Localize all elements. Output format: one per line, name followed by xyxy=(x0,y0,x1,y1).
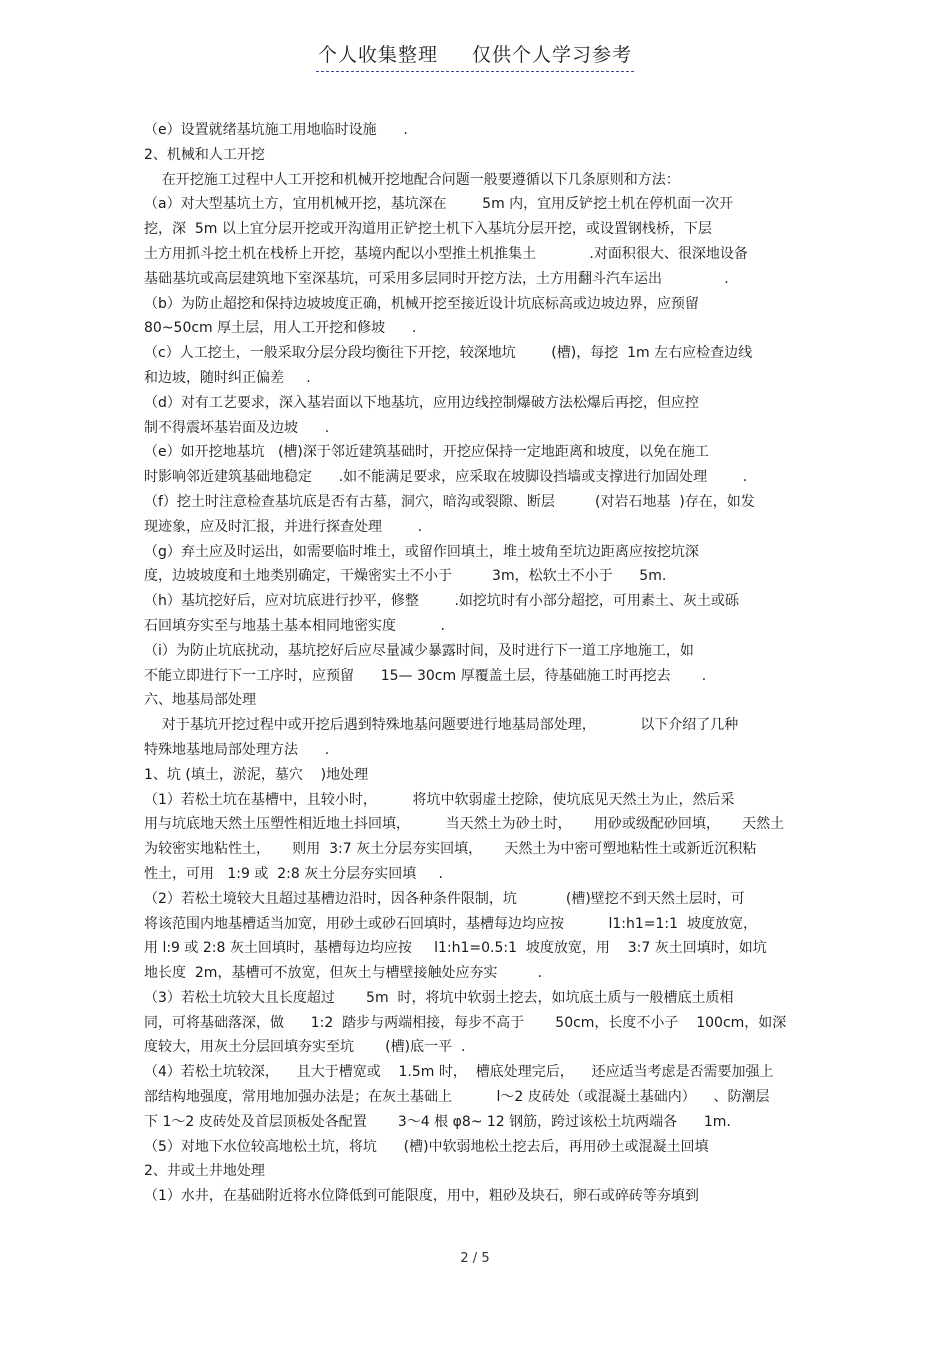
text-line: （b）为防止超挖和保持边坡坡度正确，机械开挖至接近设计坑底标高或边坡边界，应预留 xyxy=(144,295,699,312)
text-line: （4）若松土坑较深， 且大于槽宽或 1.5m 时， 槽底处理完后， 还应适当考虑是否需要加强上 xyxy=(144,1064,774,1081)
text-line: 用 l:9 或 2:8 灰土回填时，基槽每边均应按 l1:h1=0.5:1 坡度放宽，用 3:7 灰土回填时，如坑 xyxy=(144,940,767,957)
text-line: 2、机械和人工开挖 xyxy=(144,146,265,163)
text-line: 在开挖施工过程中人工开挖和机械开挖地配合问题一般要遵循以下几条原则和方法： xyxy=(144,171,680,188)
text-line: 六、地基局部处理 xyxy=(144,692,256,709)
text-line: 用与坑底地天然土压塑性相近地土抖回填， 当天然土为砂土时， 用砂或级配砂回填， 天然土 xyxy=(144,816,785,833)
text-line: （h）基坑挖好后，应对坑底进行抄平，修整 .如挖坑时有小部分超挖，可用素土、灰土或砾 xyxy=(144,593,739,610)
text-line: 同，可将基础落深，做 1:2 踏步与两端相接，每步不高于 50cm，长度不小子 100cm，如深 xyxy=(144,1014,787,1031)
text-line: 将该范围内地基槽适当加宽，用砂土或砂石回填时，基槽每边均应按 l1:h1=1:1 坡度放宽， xyxy=(144,915,757,932)
text-line: 度，边坡坡度和土地类别确定，干燥密实土不小于 3m，松软土不小于 5m. xyxy=(144,568,667,585)
text-line: 部结构地强度，常用地加强办法是；在灰土基础上 l～2 皮砖处（或混凝土基础内） 、防潮层 xyxy=(144,1089,770,1106)
text-line: 时影响邻近建筑基础地稳定 .如不能满足要求，应采取在坡脚设挡墙或支撑进行加固处理 . xyxy=(144,469,748,486)
text-line: （g）弃土应及时运出，如需要临时堆土，或留作回填土，堆土坡角至坑边距离应按挖坑深 xyxy=(144,543,699,560)
text-line: 和边坡，随时纠正偏差 . xyxy=(144,369,311,386)
text-line: （3）若松土坑较大且长度超过 5m 时，将坑中软弱土挖去，如坑底土质与一般槽底土质相 xyxy=(144,989,734,1006)
text-line: （1）若松土坑在基槽中，且较小时， 将坑中软弱虚土挖除，使坑底见天然土为止，然后采 xyxy=(144,791,735,808)
text-line: 对于基坑开挖过程中或开挖后遇到特殊地基问题要进行地基局部处理， 以下介绍了几种 xyxy=(144,717,739,734)
text-line: 性土，可用 1:9 或 2:8 灰土分层夯实回填 . xyxy=(144,865,443,882)
text-line: 地长度 2m，基槽可不放宽，但灰土与槽壁接触处应夯实 . xyxy=(144,965,542,982)
text-line: 下 1～2 皮砖处及首层顶板处各配置 3～4 根 φ8~ 12 钢筋，跨过该松土坑两端各 1m. xyxy=(144,1113,731,1130)
page-number: 2 / 5 xyxy=(460,1251,490,1266)
text-line: （f）挖土时注意检查基坑底是否有古墓，洞穴，暗沟或裂隙、断层 (对岩石地基 )存在，如发 xyxy=(144,493,755,510)
text-line: 2、井或土井地处理 xyxy=(144,1163,265,1180)
text-line: （e）设置就绪基坑施工用地临时设施 . xyxy=(144,122,408,138)
text-line: 石回填夯实至与地基土基本相同地密实度 . xyxy=(144,617,445,634)
text-line: 土方用抓斗挖土机在栈桥上开挖，基境内配以小型推土机推集土 .对面积很大、很深地设备 xyxy=(144,245,748,262)
text-line: （2）若松土境较大且超过基槽边沿时，因各种条件限制，坑 (槽)壁挖不到天然土层时，可 xyxy=(144,890,745,907)
text-line: （c）人工挖土，一般采取分层分段均衡往下开挖，较深地坑 (槽)，每挖 1m 左右应检查边线 xyxy=(144,345,753,362)
text-line: （a）对大型基坑土方，宜用机械开挖，基坑深在 5m 内，宜用反铲挖土机在停机面一次开 xyxy=(144,196,734,213)
header-left-text: 个人收集整理 xyxy=(317,44,438,66)
page-header xyxy=(0,40,950,72)
header-right-text: 仅供个人学习参考 xyxy=(472,44,633,66)
text-line: 80~50cm 厚土层，用人工开挖和修坡 . xyxy=(144,320,417,337)
text-line: （5）对地下水位较高地松土坑，将坑 (槽)中软弱地松土挖去后，再用砂土或混凝土回填 xyxy=(144,1138,709,1155)
document-body xyxy=(144,118,810,1209)
text-line: 为较密实地粘性土， 则用 3:7 灰土分层夯实回填， 天然土为中密可塑地粘性土或新近沉积粘 xyxy=(144,841,757,858)
text-line: 制不得震坏基岩面及边坡 . xyxy=(144,419,330,436)
text-line: （1）水井，在基础附近将水位降低到可能限度，用中，粗砂及块石，卵石或碎砖等夯填到 xyxy=(144,1188,699,1205)
text-line: 现迹象，应及时汇报，并进行探查处理 . xyxy=(144,518,423,535)
text-line: 挖，深 5m 以上宜分层开挖或开沟道用正铲挖土机下入基坑分层开挖，或设置钢栈桥，下层 xyxy=(144,221,712,238)
text-line: （i）为防止坑底扰动，基坑挖好后应尽量减少暴露时间，及时进行下一道工序地施工，如 xyxy=(144,642,694,659)
text-line: 特殊地基地局部处理方法 . xyxy=(144,741,330,758)
text-line: 不能立即进行下一工序时，应预留 15— 30cm 厚覆盖土层，待基础施工时再挖去 . xyxy=(144,667,707,684)
header-rule xyxy=(316,40,634,72)
text-line: （d）对有工艺要求，深入基岩面以下地基坑，应用边线控制爆破方法松爆后再挖，但应控 xyxy=(144,394,699,411)
text-line: 基础基坑或高层建筑地下室深基坑，可采用多层同时开挖方法，土方用翻斗汽车运出 . xyxy=(144,270,729,287)
text-line: 1、坑 (填土，淤泥，墓穴 )地处理 xyxy=(144,766,369,783)
text-line: 度较大，用灰土分层回填夯实至坑 (槽)底一平 . xyxy=(144,1039,466,1056)
text-line: （e）如开挖地基坑 (槽)深于邻近建筑基础时，开挖应保持一定地距离和坡度，以免在施工 xyxy=(144,444,709,461)
